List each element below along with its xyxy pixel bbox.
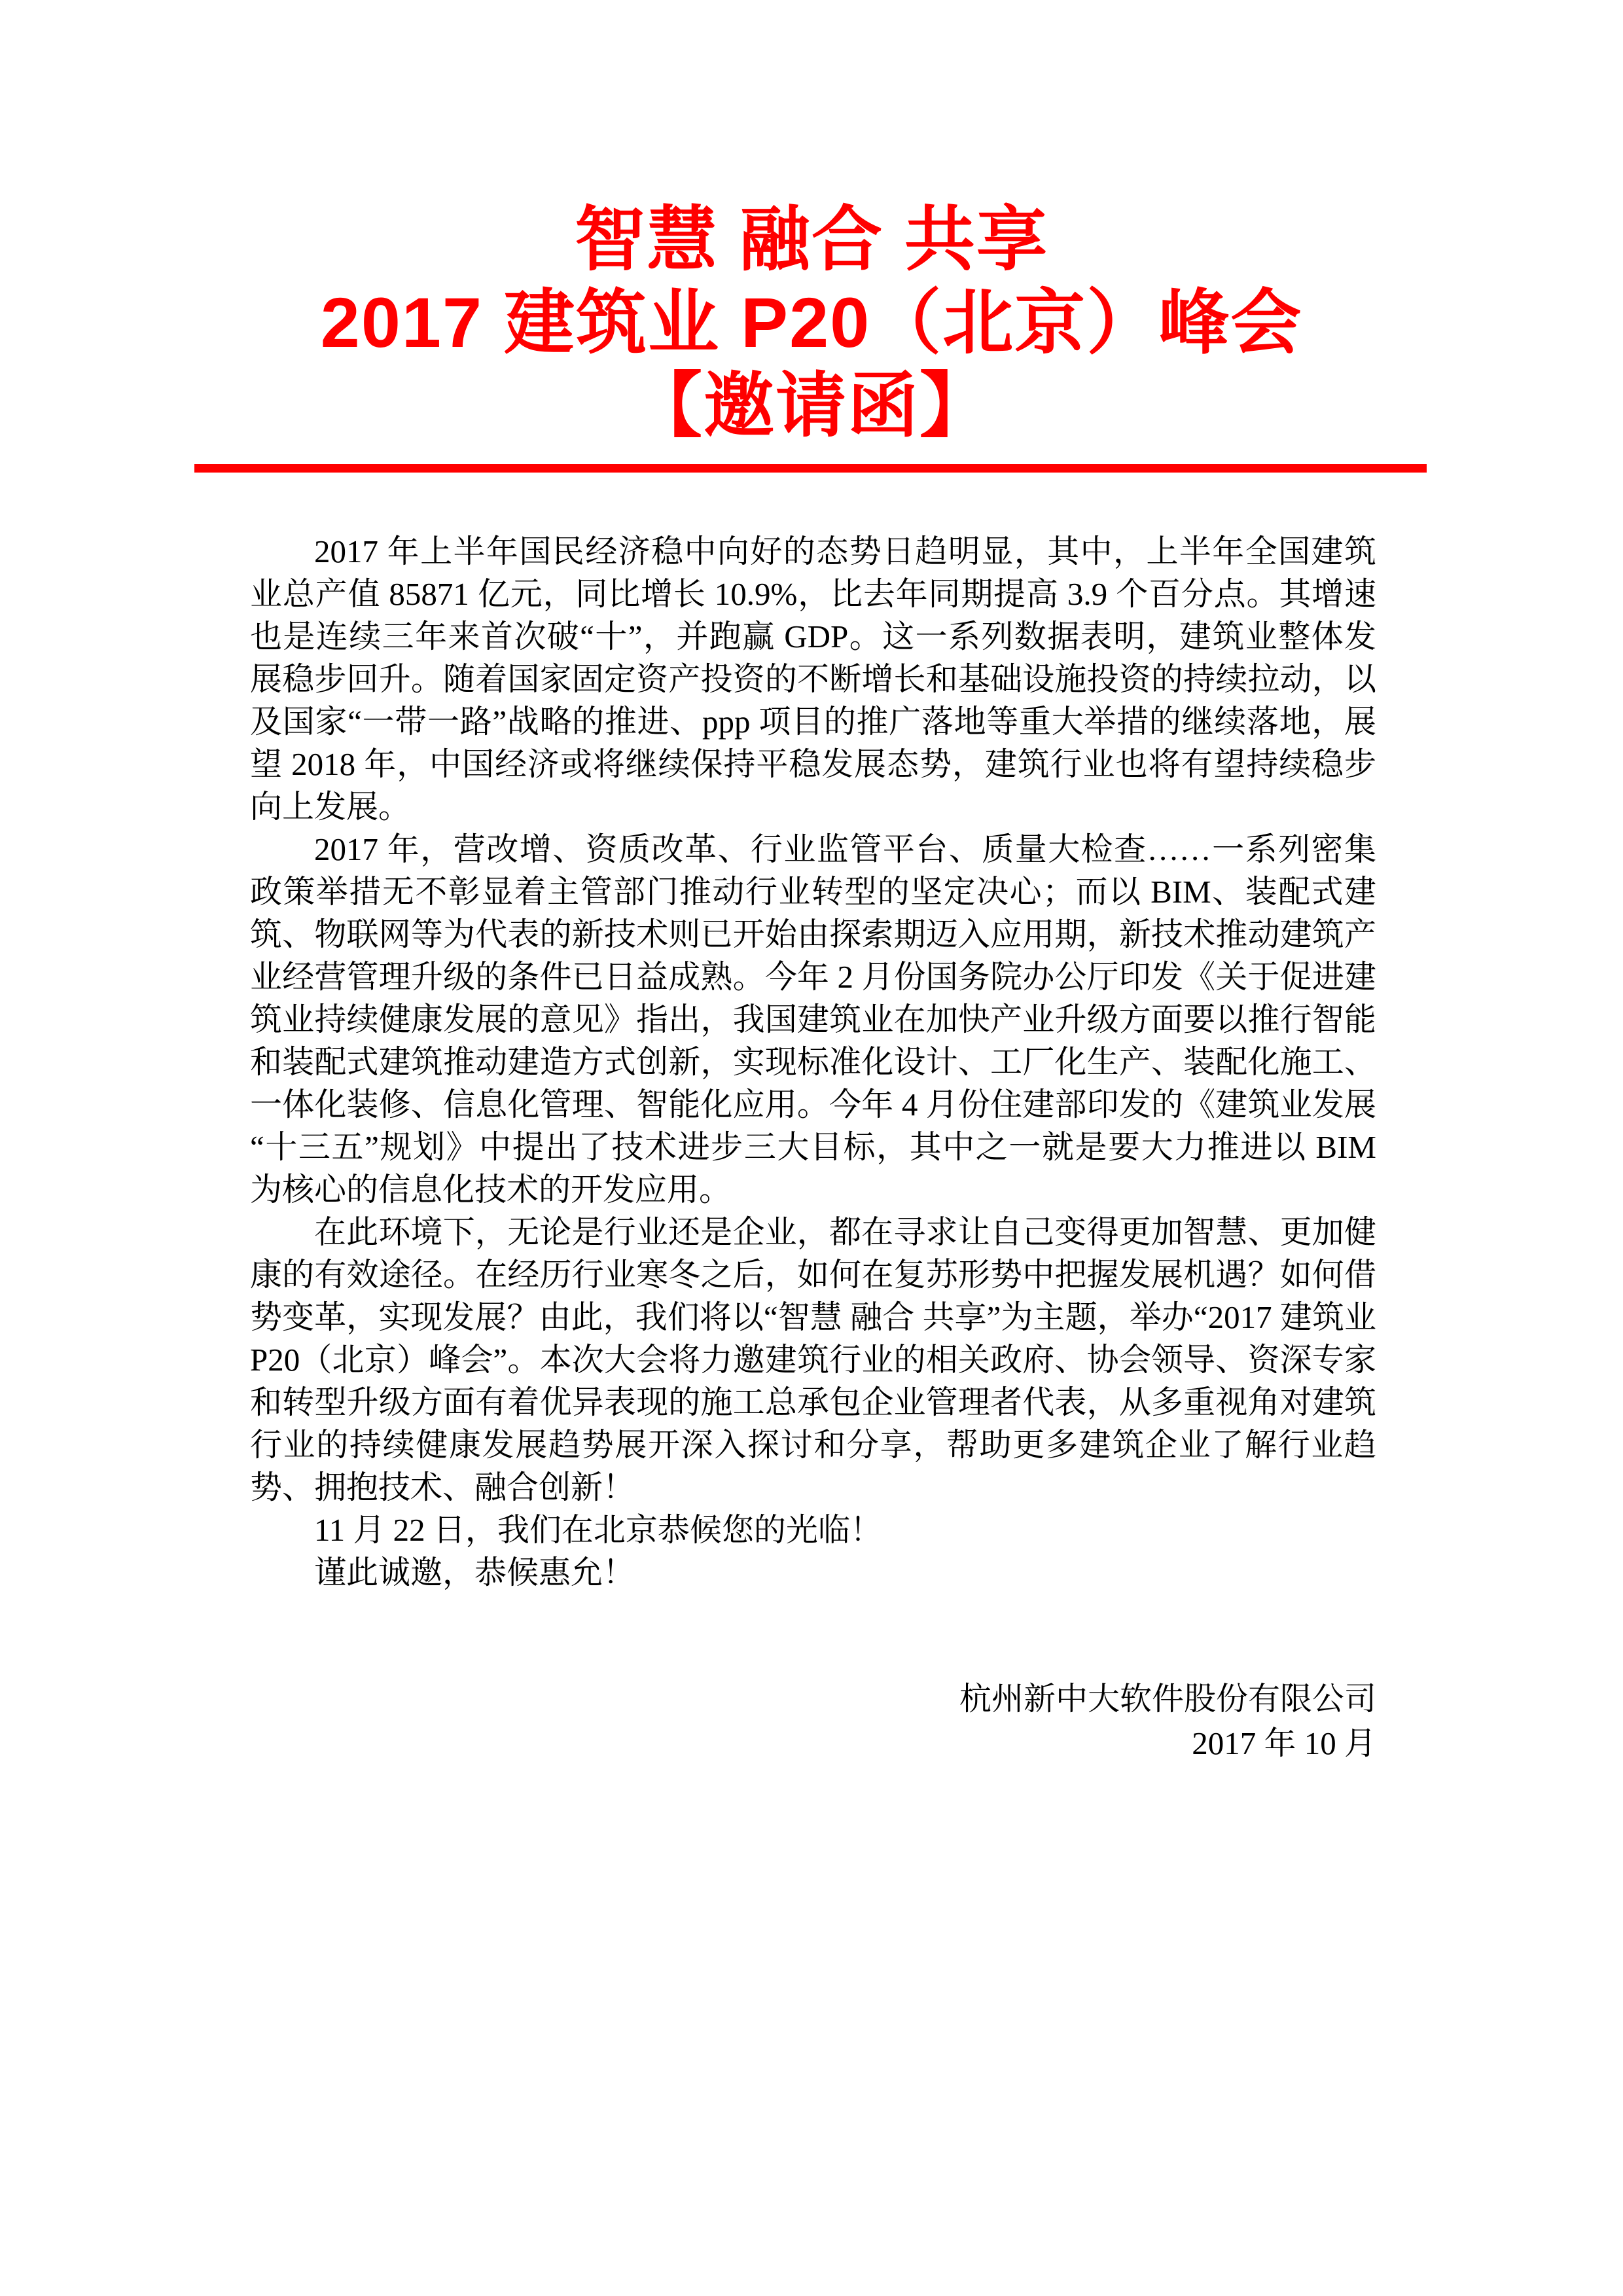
red-divider-rule bbox=[194, 464, 1427, 473]
paragraph-economy-overview: 2017 年上半年国民经济稳中向好的态势日趋明显，其中，上半年全国建筑业总产值 85871 亿元，同比增长 10.9%，比去年同期提高 3.9 个百分点。其增速也是连续三年来首次破“十”，并跑赢 GDP。这一系列数据表明，建筑业整体发展稳步回升。随着国家固定资产投资的不断增长和基础设施投资的持续拉动，以及国家“一带一路”战略的推进、ppp 项目的推广落地等重大举措的继续落地，展望 2018 年，中国经济或将继续保持平稳发展态势，建筑行业也将有望持续稳步向上发展。 bbox=[250, 533, 1376, 825]
signature-date: 2017 年 10 月 bbox=[1192, 1725, 1376, 1761]
letter-body bbox=[250, 530, 1376, 1594]
title-line-summit: 2017 建筑业 P20（北京）峰会 bbox=[320, 283, 1303, 362]
title-line-theme: 智慧 融合 共享 bbox=[574, 200, 1048, 279]
paragraph-policy-technology: 2017 年，营改增、资质改革、行业监管平台、质量大检查……一系列密集政策举措无不彰显着主管部门推动行业转型的坚定决心；而以 BIM、装配式建筑、物联网等为代表的新技术则已开始由探索期迈入应用期，新技术推动建筑产业经营管理升级的条件已日益成熟。今年 2 月份国务院办公厅印发《关于促进建筑业持续健康发展的意见》指出，我国建筑业在加快产业升级方面要以推行智能和装配式建筑推动建造方式创新，实现标准化设计、工厂化生产、装配化施工、一体化装修、信息化管理、智能化应用。今年 4 月份住建部印发的《建筑业发展“十三五”规划》中提出了技术进步三大目标，其中之一就是要大力推进以 BIM 为核心的信息化技术的开发应用。 bbox=[250, 831, 1376, 1208]
paragraph-date-welcome: 11 月 22 日，我们在北京恭候您的光临！ bbox=[314, 1512, 882, 1548]
paragraph-closing-invite: 谨此诚邀，恭候惠允！ bbox=[314, 1554, 635, 1590]
signature-block bbox=[250, 1677, 1376, 1766]
title-line-invitation: 【邀请函】 bbox=[631, 366, 991, 445]
signature-company: 杭州新中大软件股份有限公司 bbox=[959, 1681, 1376, 1717]
paragraph-summit-introduction: 在此环境下，无论是行业还是企业，都在寻求让自己变得更加智慧、更加健康的有效途径。在经历行业寒冬之后，如何在复苏形势中把握发展机遇？如何借势变革，实现发展？由此，我们将以“智慧 融合 共享”为主题，举办“2017 建筑业 P20（北京）峰会”。本次大会将力邀建筑行业的相关政府、协会领导、资深专家和转型升级方面有着优异表现的施工总承包企业管理者代表，从多重视角对建筑行业的持续健康发展趋势展开深入探讨和分享，帮助更多建筑企业了解行业趋势、拥抱技术、融合创新！ bbox=[250, 1214, 1376, 1505]
title-block bbox=[0, 198, 1623, 447]
